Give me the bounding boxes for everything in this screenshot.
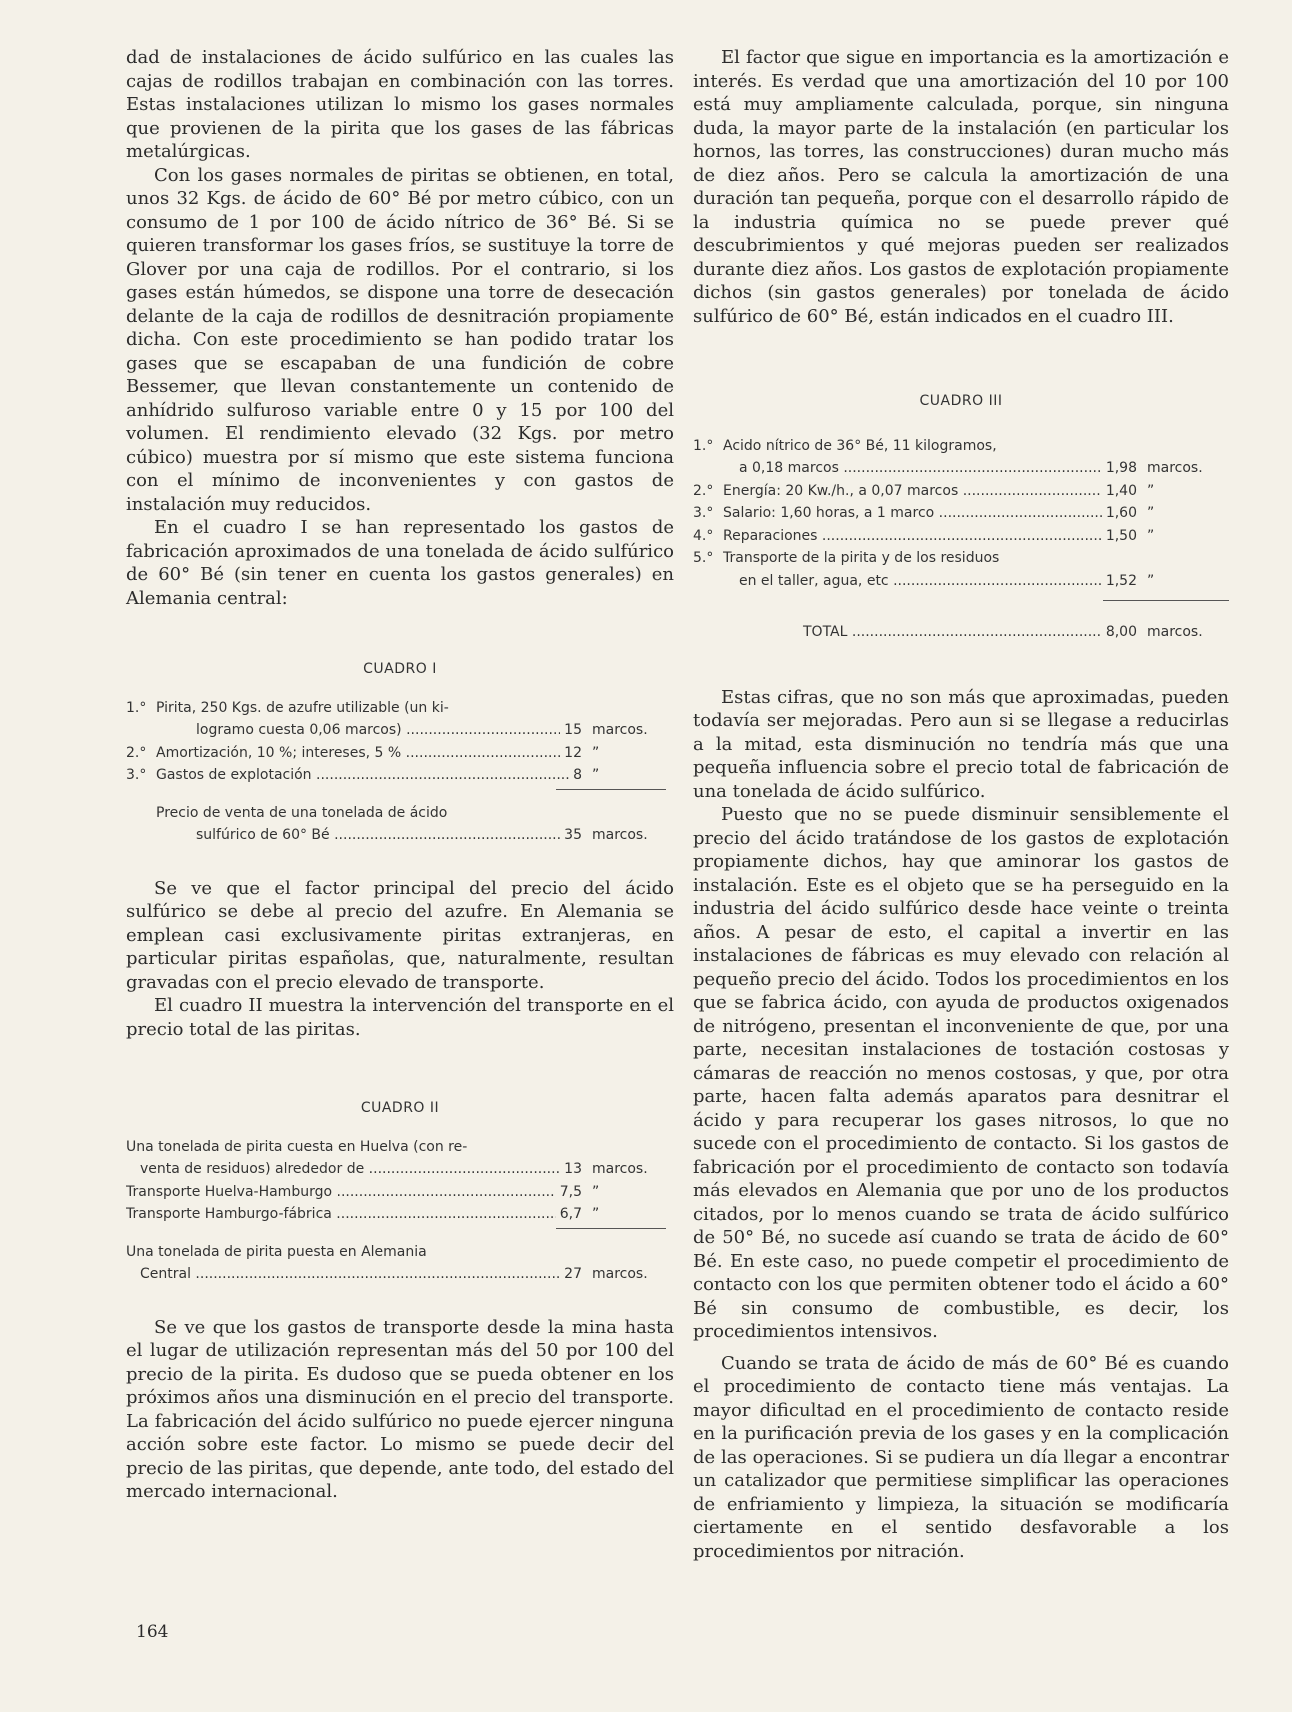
row-value: 1,50 [1105,527,1137,544]
table-row [126,1158,674,1181]
row-label: venta de residuos) alrededor de [140,1161,365,1177]
paragraph: Estas cifras, que no son más que aproximadas, pueden todavía ser mejoradas. Pero aun si se llegase a reducirlas a la mitad, esta disminución no tendría más que una pequeña influencia sobre el precio total de fabricación de una tonelada de ácido sulfúrico. [693,686,1229,802]
cuadro-2 [126,1097,674,1286]
cuadro-1 [126,658,674,847]
row-unit: ” [1147,572,1155,589]
table-row [126,697,674,720]
row-label: Transporte Hamburgo-fábrica [126,1206,332,1222]
row-value: 1,40 [1105,482,1137,499]
row-label: logramo cuesta 0,06 marcos) [196,722,402,738]
row-unit: marcos. [592,722,648,738]
divider [556,789,666,790]
right-column [693,46,1229,1563]
row-number: 1.° [126,699,147,716]
row-number: 3.° [126,767,147,783]
table-row [693,435,1229,458]
row-number: 2.° [126,744,147,761]
paragraph: Cuando se trata de ácido de más de 60° Bé es cuando el procedimiento de contacto tiene más ventajas. La mayor dificultad en el procedimiento de contacto reside en la purificación previa de los gases y en la complicación de las operaciones. Si se pudiera un día llegar a encontrar un catalizador que permitiese simplificar las operaciones de enfriamiento y limpieza, la situación se modificaría ciertamente en el sentido desfavorable a los procedimientos por nitración. [693,1352,1229,1562]
row-value: 8 [573,767,582,783]
table-row [126,742,674,765]
row-value: 12 [564,744,582,761]
table-row [126,719,674,742]
row-unit: ” [1147,505,1155,521]
row-unit: ” [1147,527,1155,544]
row-label: Salario: 1,60 horas, a 1 marco [723,505,935,521]
table-row-total [126,802,674,825]
row-number: 4.° [693,527,714,544]
row-value: 15 [564,722,582,738]
paragraph: Puesto que no se puede disminuir sensiblemente el precio del ácido tratándose de los gastos de explotación propiamente dichos, hay que aminorar los gastos de instalación. Este es el objeto que se ha perseguido en la industria del ácido sulfúrico desde hace veinte o treinta años. A pesar de esto, el capital a invertir en las instalaciones de fábricas es muy elevado con relación al pequeño precio del ácido. Todos los procedimientos en los que se fabrica ácido, con ayuda de productos oxigenados de nitrógeno, presentan el inconveniente de que, por una parte, necesitan instalaciones de tostación costosas y cámaras de reacción no menos costosas, y que, por otra parte, hacen falta además aparatos para desnitrar el ácido y para recuperar los gases nitrosos, lo que no sucede con el procedimiento de contacto. Si los gastos de fabricación por el procedimiento de contacto son todavía más elevados en Alemania que por uno de los productos citados, por lo menos cuando se trata de ácido sulfúrico de 50° Bé, no sucede así cuando se trata de ácido de 60° Bé. En este caso, no puede competir el procedimiento de contacto con los que permiten obtener todo el ácido a 60° Bé sin consumo de combustible, es decir, los procedimientos intensivos. [693,804,1229,1342]
row-number: 5.° [693,550,714,566]
row-unit: marcos. [592,1161,648,1177]
table-row-total [693,621,1229,644]
row-label: Gastos de explotación [156,767,312,783]
divider [556,1228,666,1229]
table-row [693,547,1229,570]
row-unit: marcos. [1147,460,1203,476]
cuadro-3-title: CUADRO III [919,393,1003,409]
total-label: Precio de venta de una tonelada de ácido [156,804,448,821]
total-value: 8,00 [1105,624,1137,640]
row-value: 1,52 [1105,572,1137,589]
row-label: a 0,18 marcos [739,460,839,476]
row-unit: ” [592,1183,600,1200]
table-row [126,764,674,787]
row-unit: ” [592,767,600,783]
cuadro-1-title: CUADRO I [363,661,437,677]
row-value: 1,60 [1105,505,1137,521]
total-label: Central [140,1266,191,1282]
table-row [126,1181,674,1204]
table-row-total [126,1241,674,1264]
row-label: Transporte de la pirita y de los residuos [723,550,1000,566]
table-row [693,457,1229,480]
total-label: Una tonelada de pirita puesta en Alemania [126,1243,427,1260]
row-label: Acido nítrico de 36° Bé, 11 kilogramos, [723,437,997,454]
table-row [693,502,1229,525]
divider [1103,600,1229,601]
page-number: 164 [136,1622,169,1642]
row-unit: ” [592,1206,600,1222]
cuadro-3 [693,390,1229,644]
row-number: 2.° [693,482,714,499]
row-value: 7,5 [559,1183,582,1200]
total-label: sulfúrico de 60° Bé [196,827,330,843]
paragraph: Con los gases normales de piritas se obtienen, en total, unos 32 Kgs. de ácido de 60° Bé por metro cúbico, con un consumo de 1 por 100 de ácido nítrico de 36° Bé. Si se quieren transformar los gases fríos, se sustituye la torre de Glover por una caja de rodillos. Por el contrario, si los gases están húmedos, se dispone una torre de desecación delante de la caja de rodillos de desnitración propiamente dicha. Con este procedimiento se han podido tratar los gases que se escapaban de una fundición de cobre Bessemer, que llevan constantemente un contenido de anhídrido sulfuroso variable entre 0 y 15 por 100 del volumen. El rendimiento elevado (32 Kgs. por metro cúbico) muestra por sí mismo que este sistema funciona con el mínimo de inconvenientes y con gastos de instalación muy reducidos. [126,164,674,515]
paragraph: El cuadro II muestra la intervención del transporte en el precio total de las piritas. [126,995,674,1040]
row-unit: ” [1147,482,1155,499]
row-label: en el taller, agua, etc [739,572,889,589]
table-row-total [126,824,674,847]
row-number: 3.° [693,505,714,521]
paragraph: En el cuadro I se han representado los gastos de fabricación aproximados de una tonelada de ácido sulfúrico de 60° Bé (sin tener en cuenta los gastos generales) en Alemania central: [126,517,674,609]
row-label: Una tonelada de pirita cuesta en Huelva (con re- [126,1138,468,1155]
total-label: TOTAL [803,624,848,640]
row-value: 6,7 [559,1206,582,1222]
left-column [126,46,674,1504]
row-unit: ” [592,744,600,761]
row-label: Amortización, 10 %; intereses, 5 % [156,744,402,761]
table-row-total [126,1263,674,1286]
paragraph: Se ve que los gastos de transporte desde la mina hasta el lugar de utilización representan más del 50 por 100 del precio de la pirita. Es dudoso que se pueda obtener en los próximos años una disminución en el precio del transporte. La fabricación del ácido sulfúrico no puede ejercer ninguna acción sobre este factor. Lo mismo se puede decir del precio de las piritas, que depende, ante todo, del estado del mercado internacional. [126,1316,674,1502]
row-label: Transporte Huelva-Hamburgo [126,1183,333,1200]
table-row [693,480,1229,503]
table-row [126,1203,674,1226]
total-value: 27 [564,1266,582,1282]
row-value: 1,98 [1105,460,1137,476]
paragraph: dad de instalaciones de ácido sulfúrico en las cuales las cajas de rodillos trabajan en combinación con las torres. Estas instalaciones utilizan lo mismo los gases normales que provienen de la pirita que los gases de las fábricas metalúrgicas. [126,47,674,162]
total-unit: marcos. [1147,624,1203,640]
paragraph: El factor que sigue en importancia es la amortización e interés. Es verdad que una amortización del 10 por 100 está muy ampliamente calculada, porque, sin ninguna duda, la mayor parte de la instalación (en particular los hornos, las torres, las construcciones) duran mucho más de diez años. Pero se calcula la amortización de una duración tan pequeña, porque con el desarrollo rápido de la industria química no se puede prever qué descubrimientos y qué mejoras pueden ser realizados durante diez años. Los gastos de explotación propiamente dichos (sin gastos generales) por tonelada de ácido sulfúrico de 60° Bé, están indicados en el cuadro III. [693,47,1229,327]
paragraph: Se ve que el factor principal del precio del ácido sulfúrico se debe al precio del azufre. En Alemania se emplean casi exclusivamente piritas extranjeras, en particular piritas españolas, que, naturalmente, resultan gravadas con el precio elevado de transporte. [126,877,674,993]
table-row [126,1136,674,1159]
table-row [693,570,1229,593]
cuadro-2-title: CUADRO II [360,1100,440,1116]
row-value: 13 [564,1161,582,1177]
row-label: Reparaciones [723,527,818,544]
table-row [693,525,1229,548]
total-unit: marcos. [592,827,648,843]
row-label: Energía: 20 Kw./h., a 0,07 marcos [723,482,959,499]
row-number: 1.° [693,437,714,454]
total-unit: marcos. [592,1266,648,1282]
total-value: 35 [564,827,582,843]
row-label: Pirita, 250 Kgs. de azufre utilizable (un ki- [156,699,449,716]
